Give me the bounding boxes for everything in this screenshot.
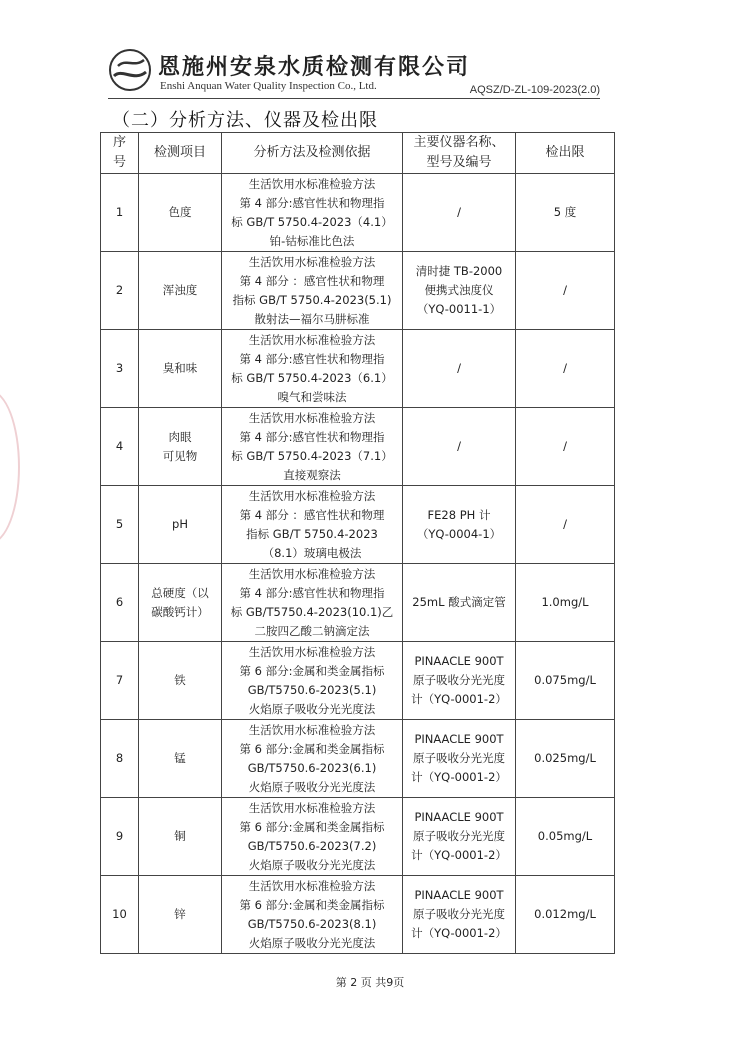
table-row: [101, 252, 615, 330]
row-limit: 0.012mg/L: [516, 876, 615, 954]
row-method: 生活饮用水标准检验方法 第 6 部分:金属和类金属指标 GB/T5750.6-2023(5.1) 火焰原子吸收分光光度法: [222, 642, 403, 720]
table-row: [101, 174, 615, 252]
row-item: 铁: [139, 642, 222, 720]
methods-table: [100, 132, 615, 954]
row-no: 10: [101, 876, 139, 954]
document-code: AQSZ/D-ZL-109-2023(2.0): [469, 84, 600, 96]
row-limit: /: [516, 486, 615, 564]
row-no: 8: [101, 720, 139, 798]
row-instrument: /: [403, 408, 516, 486]
row-no: 2: [101, 252, 139, 330]
row-item: 浑浊度: [139, 252, 222, 330]
row-item: 锌: [139, 876, 222, 954]
row-instrument: FE28 PH 计 （YQ-0004-1）: [403, 486, 516, 564]
row-instrument: PINAACLE 900T 原子吸收分光光度 计（YQ-0001-2）: [403, 798, 516, 876]
table-row: [101, 408, 615, 486]
row-method: 生活饮用水标准检验方法 第 6 部分:金属和类金属指标 GB/T5750.6-2023(6.1) 火焰原子吸收分光光度法: [222, 720, 403, 798]
row-limit: 5 度: [516, 174, 615, 252]
row-method: 生活饮用水标准检验方法 第 4 部分:感官性状和物理指 标 GB/T 5750.4-2023（6.1） 嗅气和尝味法: [222, 330, 403, 408]
company-name-en: Enshi Anquan Water Quality Inspection Co., Ltd.: [160, 80, 377, 92]
row-item: 肉眼 可见物: [139, 408, 222, 486]
row-instrument: PINAACLE 900T 原子吸收分光光度 计（YQ-0001-2）: [403, 720, 516, 798]
table-row: [101, 720, 615, 798]
letterhead: [108, 40, 600, 96]
table-row: [101, 564, 615, 642]
row-instrument: /: [403, 330, 516, 408]
header-divider: [108, 98, 600, 99]
row-limit: 0.025mg/L: [516, 720, 615, 798]
company-logo-icon: [108, 48, 152, 92]
row-limit: 0.05mg/L: [516, 798, 615, 876]
row-method: 生活饮用水标准检验方法 第 6 部分:金属和类金属指标 GB/T5750.6-2023(8.1) 火焰原子吸收分光光度法: [222, 876, 403, 954]
company-name-cn: 恩施州安泉水质检测有限公司: [158, 55, 471, 80]
header-method: 分析方法及检测依据: [222, 133, 403, 174]
row-limit: 1.0mg/L: [516, 564, 615, 642]
page-footer: 第 2 页 共9页: [335, 976, 405, 989]
row-item: 臭和味: [139, 330, 222, 408]
row-instrument: 清时捷 TB-2000 便携式浊度仪 （YQ-0011-1）: [403, 252, 516, 330]
row-instrument: PINAACLE 900T 原子吸收分光光度 计（YQ-0001-2）: [403, 876, 516, 954]
row-limit: /: [516, 252, 615, 330]
row-limit: 0.075mg/L: [516, 642, 615, 720]
row-item: 锰: [139, 720, 222, 798]
row-no: 4: [101, 408, 139, 486]
seal-stamp-edge: [0, 390, 20, 544]
header-instrument: 主要仪器名称、 型号及编号: [403, 133, 516, 174]
row-no: 5: [101, 486, 139, 564]
row-item: pH: [139, 486, 222, 564]
table-header-row: [101, 133, 615, 174]
table-row: [101, 486, 615, 564]
row-no: 7: [101, 642, 139, 720]
row-method: 生活饮用水标准检验方法 第 4 部分 ：感官性状和物理 指标 GB/T 5750.4-2023(5.1) 散射法—福尔马肼标准: [222, 252, 403, 330]
section-title: （二）分析方法、仪器及检出限: [112, 110, 378, 131]
header-limit: 检出限: [516, 133, 615, 174]
row-method: 生活饮用水标准检验方法 第 4 部分:感官性状和物理指 标 GB/T5750.4-2023(10.1)乙 二胺四乙酸二钠滴定法: [222, 564, 403, 642]
header-no: 序 号: [101, 133, 139, 174]
row-instrument: /: [403, 174, 516, 252]
row-no: 6: [101, 564, 139, 642]
row-method: 生活饮用水标准检验方法 第 4 部分:感官性状和物理指 标 GB/T 5750.4-2023（7.1） 直接观察法: [222, 408, 403, 486]
table-row: [101, 330, 615, 408]
header-item: 检测项目: [139, 133, 222, 174]
row-item: 总硬度（以 碳酸钙计）: [139, 564, 222, 642]
table-row: [101, 876, 615, 954]
row-item: 铜: [139, 798, 222, 876]
row-method: 生活饮用水标准检验方法 第 4 部分:感官性状和物理指 标 GB/T 5750.4-2023（4.1） 铂-钴标准比色法: [222, 174, 403, 252]
row-item: 色度: [139, 174, 222, 252]
row-no: 1: [101, 174, 139, 252]
row-limit: /: [516, 330, 615, 408]
row-instrument: 25mL 酸式滴定管: [403, 564, 516, 642]
table-row: [101, 642, 615, 720]
table-row: [101, 798, 615, 876]
row-method: 生活饮用水标准检验方法 第 4 部分 ：感官性状和物理 指标 GB/T 5750.4-2023 （8.1）玻璃电极法: [222, 486, 403, 564]
row-no: 9: [101, 798, 139, 876]
row-no: 3: [101, 330, 139, 408]
row-instrument: PINAACLE 900T 原子吸收分光光度 计（YQ-0001-2）: [403, 642, 516, 720]
row-limit: /: [516, 408, 615, 486]
row-method: 生活饮用水标准检验方法 第 6 部分:金属和类金属指标 GB/T5750.6-2023(7.2) 火焰原子吸收分光光度法: [222, 798, 403, 876]
